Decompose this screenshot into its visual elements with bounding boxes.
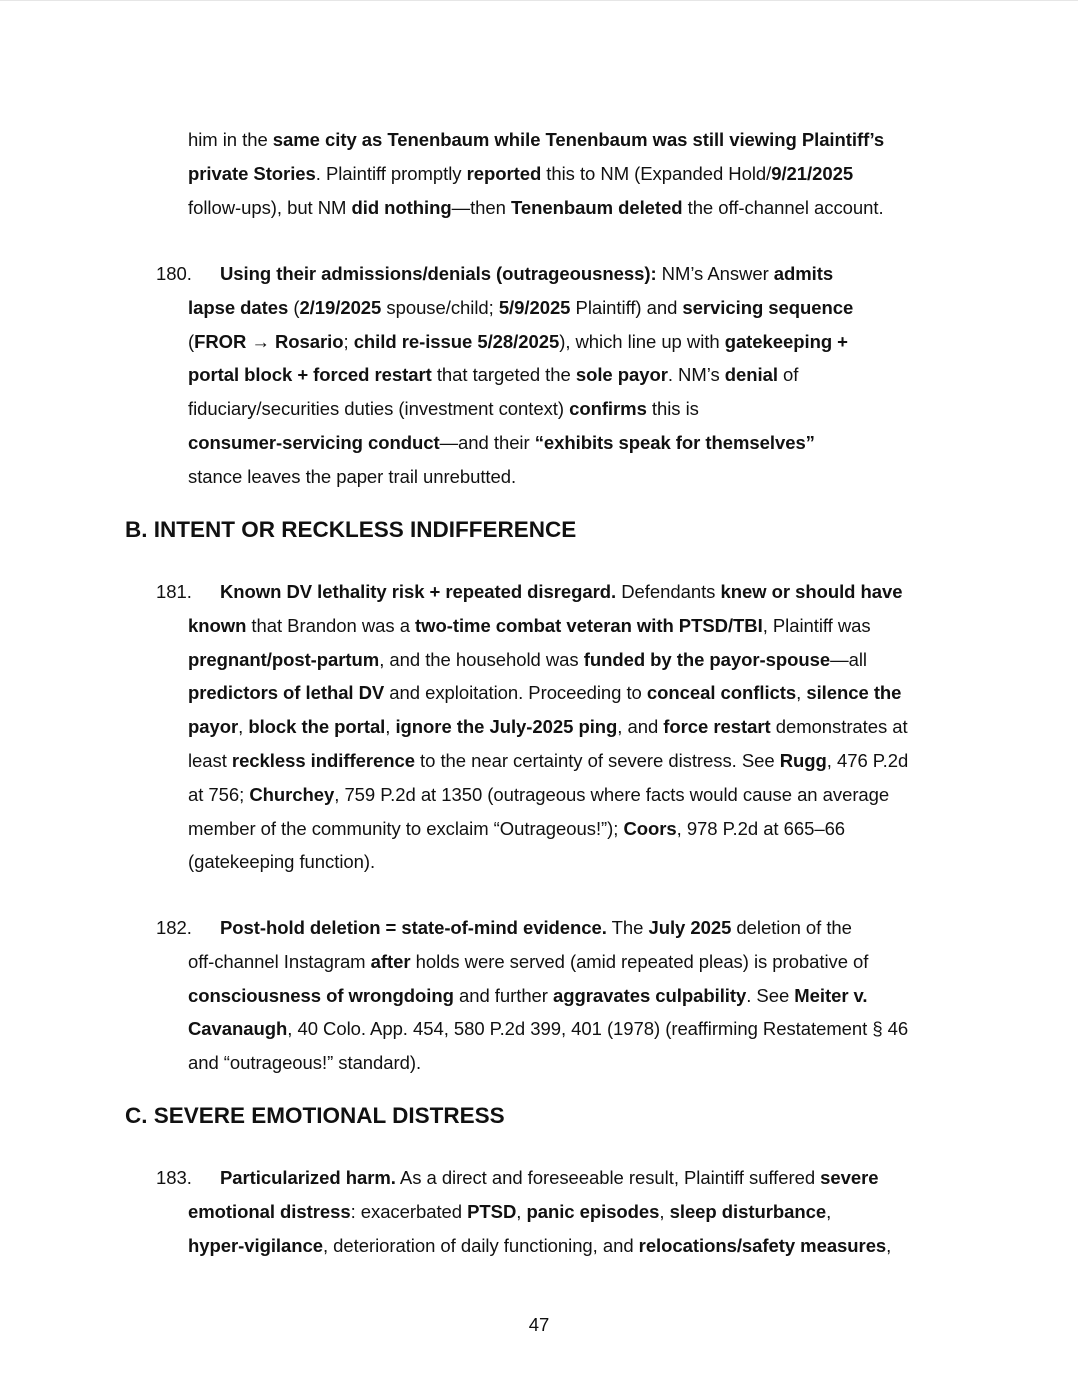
- text-run: . Plaintiff promptly: [315, 162, 467, 184]
- paragraph-number: 183.: [156, 1167, 192, 1188]
- bold-text: 5/9/2025: [498, 296, 571, 318]
- bold-text: private Stories: [188, 162, 316, 184]
- paragraph-183: [156, 1161, 958, 1262]
- text-line: [188, 1161, 958, 1195]
- bold-text: Churchey: [249, 783, 335, 805]
- text-run: ,: [886, 1234, 892, 1256]
- paragraph-181: [156, 575, 958, 879]
- text-run: this to NM (Expanded Hold/: [541, 162, 772, 184]
- text-run: . See: [746, 984, 795, 1006]
- text-line: [188, 358, 958, 392]
- bold-text: Particularized harm.: [220, 1167, 396, 1188]
- bold-text: PTSD: [467, 1200, 517, 1222]
- bold-text: portal block + forced restart: [188, 364, 432, 386]
- bold-text: reckless indifference: [231, 749, 415, 771]
- bold-text: reported: [466, 162, 542, 184]
- bold-text: 9/21/2025: [771, 162, 854, 184]
- text-run: deletion of the: [731, 917, 852, 938]
- text-line: [188, 911, 958, 945]
- text-run: As a direct and foreseeable result, Plaintiff suffered: [395, 1167, 821, 1188]
- text-run: , and: [617, 716, 664, 738]
- text-line: [188, 1012, 958, 1046]
- bold-text: consumer-servicing conduct: [188, 431, 440, 453]
- text-run: Defendants: [616, 581, 721, 602]
- bold-text: Known DV lethality risk + repeated disregard.: [220, 581, 617, 602]
- text-run: (: [188, 330, 195, 352]
- text-run: and “outrageous!” standard).: [188, 1052, 422, 1074]
- text-line: [188, 157, 958, 191]
- text-run: demonstrates at: [770, 716, 908, 738]
- text-run: least: [188, 749, 232, 771]
- text-run: stance leaves the paper trail unrebutted.: [188, 465, 517, 487]
- text-run: the off-channel account.: [682, 196, 884, 218]
- text-run: The: [606, 917, 649, 938]
- bold-text: gatekeeping +: [724, 330, 848, 352]
- bold-text: hyper-vigilance: [188, 1234, 323, 1256]
- text-line: [188, 325, 958, 359]
- text-run: follow-ups), but NM: [188, 196, 352, 218]
- text-run: —all: [830, 648, 867, 670]
- text-run: holds were served (amid repeated pleas) is probative of: [410, 950, 869, 972]
- bold-text: ignore the July-2025 ping: [395, 716, 618, 738]
- text-run: , 759 P.2d at 1350 (outrageous where facts would cause an average: [334, 783, 890, 805]
- text-line: [188, 710, 958, 744]
- text-run: , and the household was: [379, 648, 584, 670]
- text-run: : exacerbated: [350, 1200, 468, 1222]
- text-line: [188, 845, 958, 879]
- bold-text: Meiter v.: [794, 984, 868, 1006]
- bold-text: FROR → Rosario: [194, 330, 344, 352]
- paragraph-182: [156, 911, 958, 1080]
- bold-text: sleep disturbance: [669, 1200, 827, 1222]
- text-run: (gatekeeping function).: [188, 851, 376, 873]
- paragraph-180: [156, 257, 958, 494]
- bold-text: consciousness of wrongdoing: [188, 984, 454, 1006]
- bold-text: “exhibits speak for themselves”: [534, 431, 815, 453]
- text-run: to the near certainty of severe distress. See: [414, 749, 780, 771]
- bold-text: emotional distress: [188, 1200, 351, 1222]
- text-line: [188, 123, 958, 157]
- paragraph-number: 180.: [156, 263, 192, 284]
- text-run: , deterioration of daily functioning, and: [322, 1234, 639, 1256]
- bold-text: knew or should have: [720, 581, 903, 602]
- text-line: [188, 426, 958, 460]
- text-line: [188, 979, 958, 1013]
- text-line: [188, 291, 958, 325]
- text-run: ,: [385, 716, 396, 738]
- text-run: ,: [796, 682, 807, 704]
- text-run: him in the: [188, 129, 273, 150]
- text-run: ,: [516, 1200, 527, 1222]
- bold-text: block the portal: [248, 716, 386, 738]
- bold-text: after: [370, 950, 411, 972]
- text-line: [188, 744, 958, 778]
- bold-text: pregnant/post-partum: [188, 648, 380, 670]
- bold-text: severe: [820, 1167, 879, 1188]
- text-run: ,: [826, 1200, 832, 1222]
- bold-text: aggravates culpability: [553, 984, 747, 1006]
- bold-text: confirms: [569, 398, 647, 420]
- text-line: [188, 1046, 958, 1080]
- bold-text: force restart: [663, 716, 771, 738]
- text-line: [188, 392, 958, 426]
- bold-text: Rugg: [779, 749, 827, 771]
- text-run: . NM’s: [667, 364, 725, 386]
- bold-text: silence the: [806, 682, 902, 704]
- bold-text: child re-issue 5/28/2025: [353, 330, 560, 352]
- text-run: ), which line up with: [559, 330, 725, 352]
- text-run: ,: [238, 716, 249, 738]
- bold-text: two-time combat veteran with PTSD/TBI: [415, 614, 763, 636]
- text-line: [188, 191, 958, 225]
- text-run: this is: [646, 398, 699, 420]
- bold-text: conceal conflicts: [646, 682, 797, 704]
- section-heading-c: C. SEVERE EMOTIONAL DISTRESS: [125, 1103, 505, 1128]
- bold-text: funded by the payor-spouse: [583, 648, 831, 670]
- bold-text: panic episodes: [526, 1200, 660, 1222]
- paragraph-number: 181.: [156, 581, 192, 602]
- text-run: spouse/child;: [381, 296, 499, 318]
- text-line: [188, 778, 958, 812]
- paragraph-continuation: [188, 123, 958, 224]
- bold-text: Tenenbaum deleted: [511, 196, 683, 218]
- text-run: at 756;: [188, 783, 250, 805]
- text-run: , 978 P.2d at 665–66: [676, 817, 846, 839]
- bold-text: servicing sequence: [682, 296, 854, 318]
- text-line: [188, 609, 958, 643]
- text-run: off-channel Instagram: [188, 950, 371, 972]
- bold-text: lapse dates: [188, 296, 289, 318]
- text-run: member of the community to exclaim “Outrageous!”);: [188, 817, 624, 839]
- bold-text: Coors: [623, 817, 677, 839]
- bold-text: admits: [773, 263, 834, 284]
- text-line: [188, 676, 958, 710]
- text-line: [188, 460, 958, 494]
- bold-text: denial: [724, 364, 778, 386]
- section-heading-b: B. INTENT OR RECKLESS INDIFFERENCE: [125, 517, 577, 542]
- bold-text: sole payor: [575, 364, 668, 386]
- bold-text: did nothing: [351, 196, 452, 218]
- paragraph-number: 182.: [156, 917, 192, 938]
- text-line: [188, 812, 958, 846]
- text-run: , Plaintiff was: [762, 614, 871, 636]
- text-run: —and their: [439, 431, 535, 453]
- bold-text: same city as Tenenbaum while Tenenbaum was still viewing Plaintiff’s: [272, 129, 885, 150]
- text-run: Plaintiff) and: [570, 296, 683, 318]
- bold-text: Using their admissions/denials (outrageousness):: [220, 263, 657, 284]
- text-line: [188, 945, 958, 979]
- bold-text: payor: [188, 716, 239, 738]
- text-line: [188, 257, 958, 291]
- text-run: that Brandon was a: [246, 614, 416, 636]
- text-run: —then: [451, 196, 511, 218]
- bold-text: Cavanaugh: [188, 1018, 288, 1040]
- text-run: , 40 Colo. App. 454, 580 P.2d 399, 401 (1978) (reaffirming Restatement § 46: [287, 1018, 909, 1040]
- bold-text: known: [188, 614, 247, 636]
- text-run: fiduciary/securities duties (investment context): [188, 398, 570, 420]
- page-number: 47: [528, 1314, 550, 1335]
- text-line: [188, 575, 958, 609]
- text-run: and exploitation. Proceeding to: [384, 682, 647, 704]
- bold-text: July 2025: [648, 917, 732, 938]
- text-run: (: [288, 296, 300, 318]
- text-line: [188, 1229, 958, 1263]
- text-run: that targeted the: [431, 364, 576, 386]
- bold-text: 2/19/2025: [299, 296, 382, 318]
- text-run: of: [777, 364, 799, 386]
- bold-text: predictors of lethal DV: [188, 682, 385, 704]
- bold-text: Post-hold deletion = state-of-mind evidence.: [220, 917, 607, 938]
- text-run: NM’s Answer: [656, 263, 774, 284]
- text-run: , 476 P.2d: [826, 749, 909, 771]
- text-run: and further: [453, 984, 553, 1006]
- text-run: ;: [343, 330, 354, 352]
- text-run: ,: [659, 1200, 670, 1222]
- bold-text: relocations/safety measures: [638, 1234, 887, 1256]
- text-line: [188, 1195, 958, 1229]
- text-line: [188, 643, 958, 677]
